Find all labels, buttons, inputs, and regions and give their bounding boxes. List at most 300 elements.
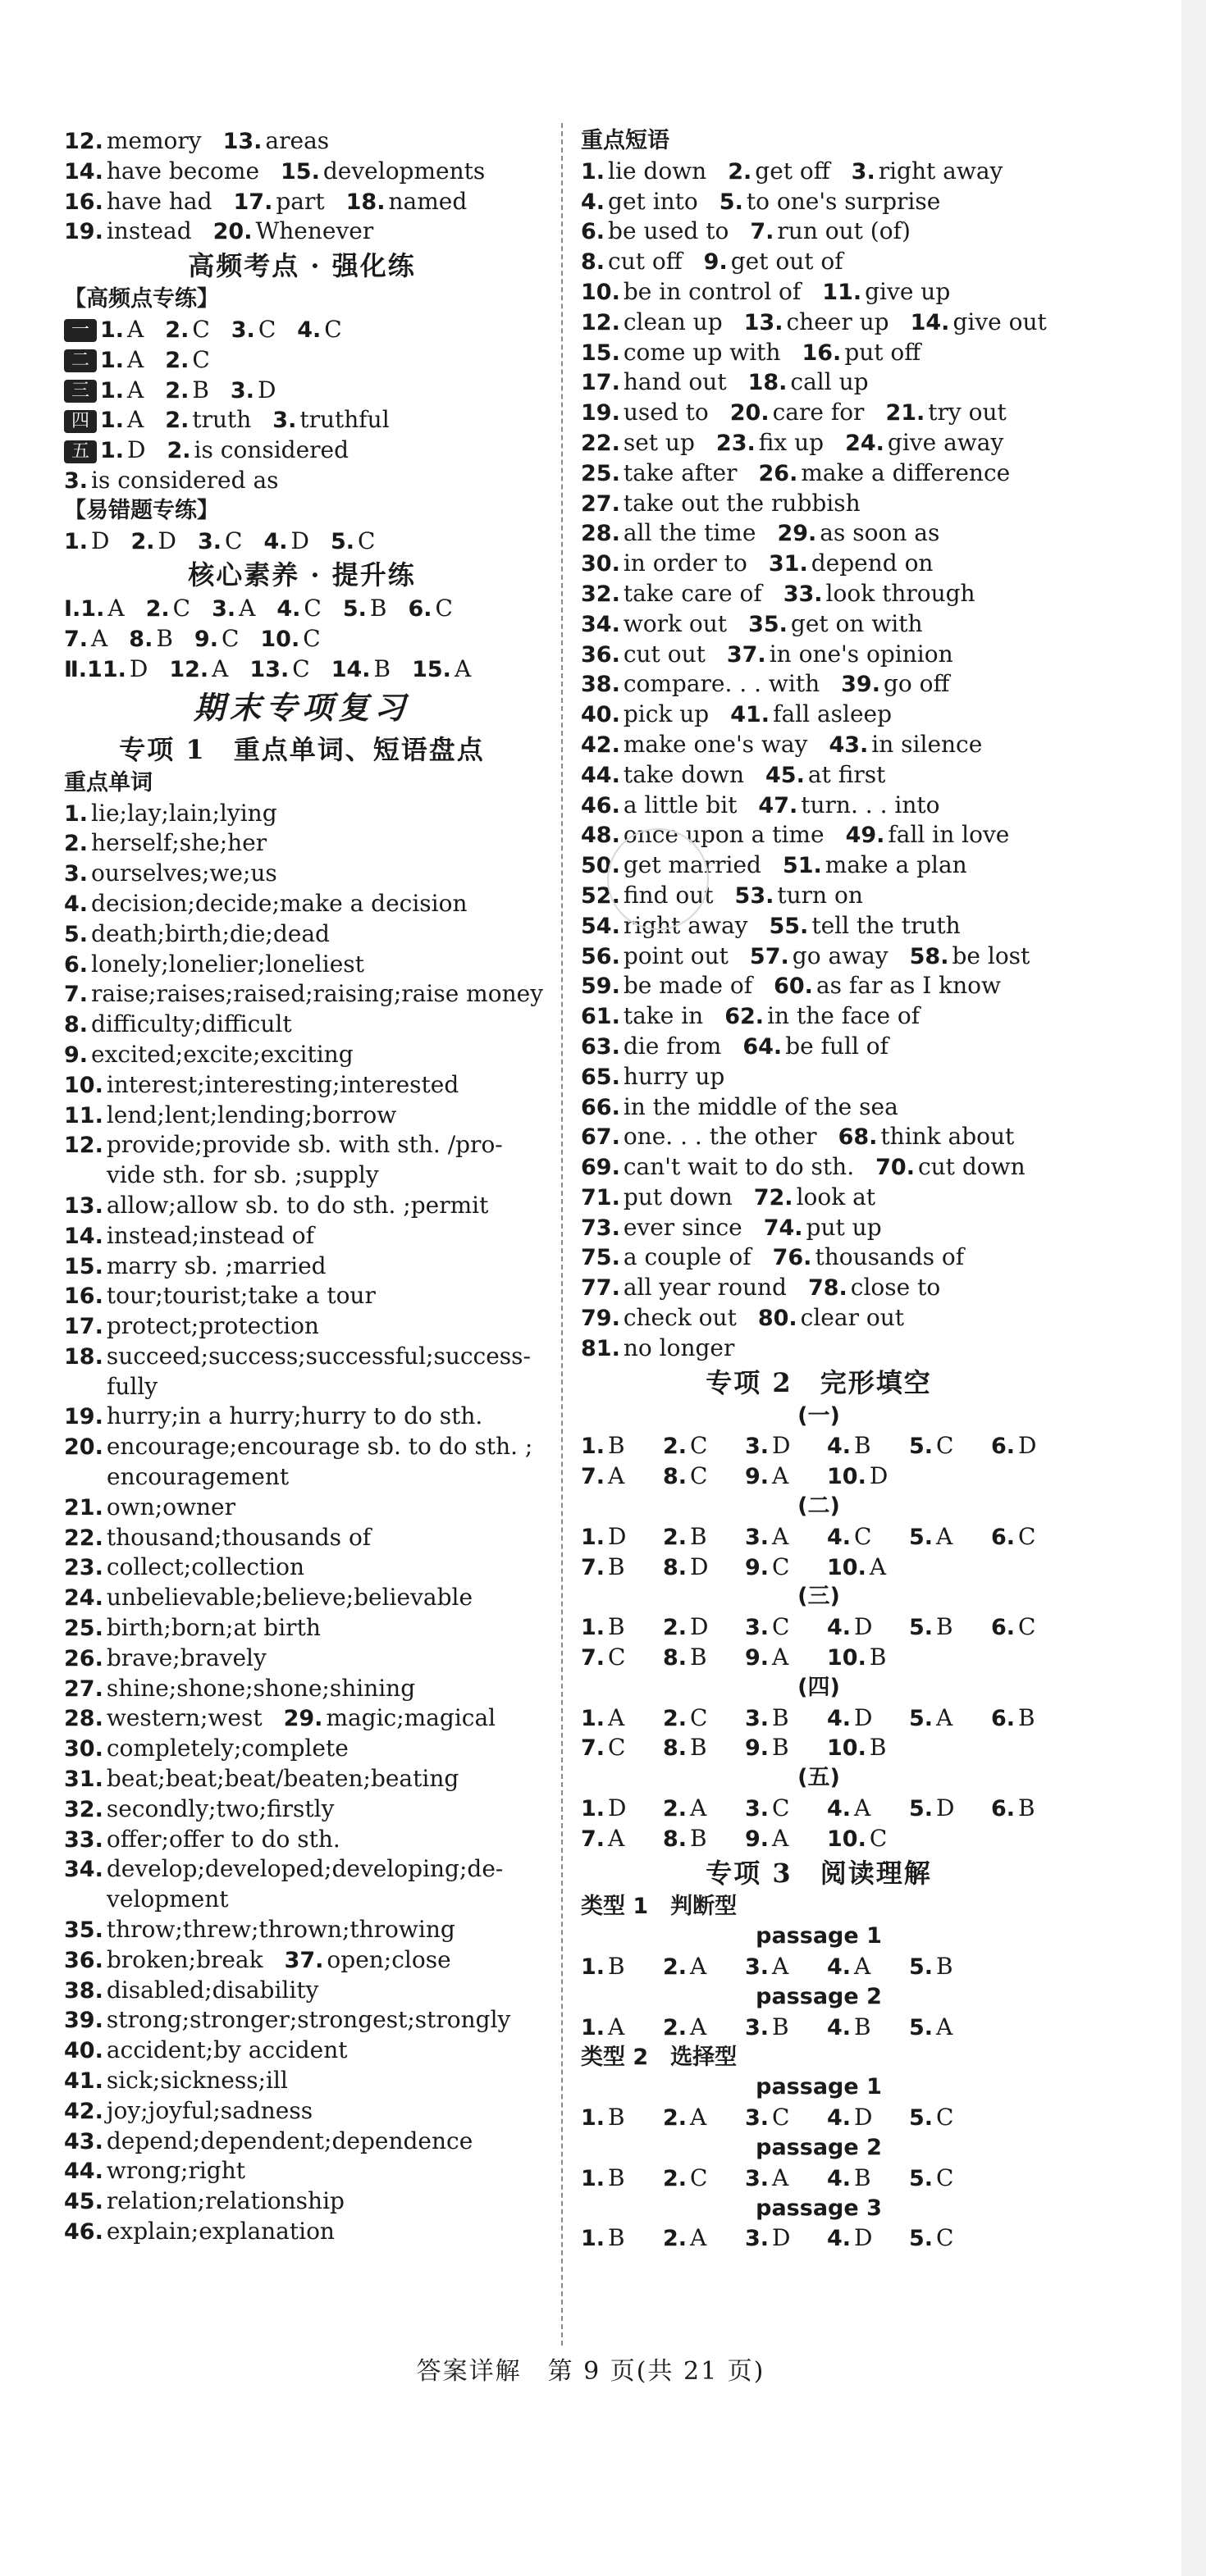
item-number: 4. [827, 1434, 852, 1460]
item-number: 9. [745, 1826, 770, 1852]
item-number: 8. [663, 1554, 688, 1580]
item-number: 10. [260, 627, 300, 653]
item-number: 5. [909, 2226, 934, 2252]
answer-item [663, 1703, 745, 1735]
item-answer: D [91, 527, 110, 554]
item-answer: clear out [800, 1304, 904, 1332]
item-answer: B [772, 2013, 789, 2040]
item-answer: take out the rubbish [623, 489, 861, 517]
item-answer: is considered as [91, 466, 279, 494]
answer-item [663, 2013, 745, 2044]
answer-line [581, 157, 1057, 187]
item-answer: take down [623, 760, 745, 788]
item-number: 17. [64, 1314, 103, 1340]
item-number: 12. [581, 309, 620, 335]
answer-item [774, 971, 1001, 1002]
answer-item [167, 435, 349, 467]
item-answer: A [608, 1462, 625, 1490]
item-number: Ⅰ.1. [64, 596, 105, 622]
answer-item [750, 217, 911, 248]
item-number: 20. [729, 400, 770, 426]
item-number: 33. [64, 1826, 103, 1853]
item-answer: B [869, 1734, 887, 1762]
page-footer: 答案详解 第 9 页(共 21 页) [416, 2357, 765, 2386]
item-number: 72. [753, 1184, 793, 1210]
item-answer: C [358, 527, 376, 554]
item-answer: in order to [623, 549, 747, 577]
item-number: 41. [730, 702, 770, 728]
answer-line [581, 187, 1057, 217]
answer-item [249, 654, 309, 686]
item-number: 24. [845, 430, 884, 456]
item-number: 65. [581, 1064, 620, 1090]
item-answer: in the middle of the sea [623, 1092, 898, 1120]
item-number: 5. [909, 1434, 934, 1460]
answer-item [727, 640, 953, 671]
item-number: 27. [64, 1676, 103, 1702]
answer-line [581, 640, 1057, 670]
answer-item [64, 1734, 349, 1765]
item-number: 79. [581, 1306, 620, 1332]
item-number: 4. [827, 1796, 852, 1822]
answer-line [64, 1342, 540, 1372]
item-answer: thousand;thousands of [106, 1523, 372, 1551]
item-number: 59. [581, 973, 620, 1000]
answer-line [581, 458, 1057, 489]
answer-line [64, 157, 540, 187]
answer-row [581, 1794, 1057, 1824]
answer-item [131, 527, 177, 558]
continuation-line: encouragement [107, 1463, 290, 1491]
answer-line [64, 1794, 540, 1825]
answer-item [852, 157, 1003, 188]
item-answer: call up [790, 368, 869, 396]
item-answer: take after [623, 458, 738, 486]
item-answer: hurry up [623, 1062, 725, 1090]
answer-item [64, 1854, 503, 1885]
item-answer: B [690, 1824, 707, 1852]
answer-row [581, 1643, 1057, 1673]
answer-item [64, 2156, 245, 2187]
item-number: 2. [145, 596, 170, 622]
answer-item [581, 489, 861, 520]
item-number: 36. [581, 641, 620, 668]
item-answer: C [172, 595, 191, 622]
answer-item [745, 1952, 827, 1983]
item-answer: have had [106, 187, 212, 215]
answer-line [64, 1674, 540, 1704]
answer-item [64, 1070, 459, 1101]
answer-item [663, 1522, 745, 1553]
item-number: 2. [663, 1524, 688, 1550]
item-number: 8. [663, 1735, 688, 1762]
item-number: 3. [745, 2226, 770, 2252]
answer-item [64, 1130, 503, 1161]
item-answer: take in [623, 1002, 704, 1030]
item-answer: cheer up [786, 308, 889, 335]
answer-line [581, 1152, 1057, 1183]
answer-row [581, 1431, 1057, 1461]
item-answer: interest;interesting;interested [106, 1070, 459, 1098]
answer-item [64, 157, 259, 188]
answer-item [260, 624, 320, 655]
item-answer: make a plan [825, 851, 967, 879]
answer-item [165, 315, 209, 346]
answer-line [64, 126, 540, 157]
item-answer: C [690, 2163, 708, 2191]
answer-item [827, 2103, 909, 2134]
item-answer: C [869, 1824, 888, 1852]
answer-line [64, 1945, 540, 1976]
item-number: 24. [64, 1585, 103, 1612]
item-answer: B [869, 1644, 887, 1671]
item-number: 5. [909, 1524, 934, 1550]
answer-item [724, 1001, 920, 1033]
item-answer: B [608, 1552, 625, 1580]
answer-item [64, 1915, 455, 1946]
item-answer: A [690, 1953, 707, 1981]
answer-line [64, 1130, 540, 1160]
item-answer: put down [623, 1183, 733, 1210]
item-number: 3. [272, 408, 297, 434]
answer-row [581, 1461, 1057, 1492]
continuation-line: fully [107, 1372, 158, 1400]
answer-item [129, 624, 173, 655]
answer-item [64, 2217, 335, 2248]
answer-line [64, 919, 540, 950]
item-answer: D [290, 527, 309, 554]
item-number: 1. [581, 2105, 605, 2131]
answer-item [827, 1824, 909, 1855]
item-answer: C [192, 345, 210, 373]
item-number: 43. [64, 2128, 103, 2154]
answer-item [581, 1612, 663, 1644]
answer-item [213, 217, 374, 248]
answer-line [581, 1092, 1057, 1123]
item-answer: B [936, 1953, 953, 1981]
item-number: 6. [991, 1434, 1016, 1460]
answer-line [581, 971, 1057, 1001]
item-answer: in silence [871, 730, 983, 758]
answer-item [829, 730, 982, 761]
item-number: 7. [64, 627, 89, 653]
answer-line [64, 405, 540, 435]
answer-item [64, 1493, 235, 1524]
answer-item [719, 187, 940, 218]
answer-item [802, 338, 920, 369]
answer-item [64, 594, 125, 625]
answer-item [764, 1213, 882, 1244]
item-answer: named [388, 187, 468, 215]
item-answer: A [869, 1552, 887, 1580]
item-answer: fall asleep [773, 700, 893, 728]
item-number: 75. [581, 1245, 620, 1271]
item-answer: in one's opinion [769, 640, 953, 668]
item-number: 17. [233, 189, 273, 215]
answer-item [745, 2013, 827, 2044]
answer-item [64, 126, 202, 157]
item-answer: shine;shone;shone;shining [106, 1674, 416, 1702]
item-number: 5. [719, 189, 743, 215]
item-number: 7. [581, 1554, 605, 1580]
answer-line [64, 1101, 540, 1131]
item-answer: A [936, 1703, 953, 1731]
item-number: 8. [581, 249, 605, 276]
answer-item [750, 941, 889, 973]
answer-item [64, 950, 364, 981]
item-answer: be lost [952, 941, 1030, 969]
item-answer: hand out [623, 368, 727, 396]
answer-item [827, 2223, 909, 2255]
answer-line [64, 1613, 540, 1644]
item-number: 3. [851, 158, 875, 185]
item-answer: B [1018, 1703, 1035, 1731]
item-answer: work out [623, 609, 728, 637]
item-number: 37. [284, 1947, 324, 1973]
answer-line [581, 1273, 1057, 1303]
subheading: 类型 1 判断型 [581, 1893, 738, 1919]
item-answer: A [772, 1522, 789, 1550]
answer-item [759, 458, 1011, 490]
item-number: 4. [827, 2105, 852, 2131]
item-number: 28. [581, 521, 620, 547]
answer-item [663, 1794, 745, 1825]
answer-item [64, 1191, 488, 1222]
answer-item [64, 1101, 396, 1132]
item-answer: relation;relationship [106, 2187, 345, 2215]
item-answer: throw;threw;thrown;throwing [106, 1916, 455, 1944]
item-number: 1. [581, 1524, 605, 1550]
item-number: 4. [827, 1524, 852, 1550]
answer-item [165, 376, 209, 407]
answer-line [64, 828, 540, 859]
item-number: 5. [909, 2014, 934, 2040]
continuation-line: velopment [107, 1885, 229, 1913]
item-number: 46. [64, 2219, 103, 2245]
answer-item [581, 640, 706, 671]
answer-line [581, 518, 1057, 549]
answer-row [581, 1703, 1057, 1734]
answer-item [581, 1032, 721, 1063]
item-answer: B [772, 1734, 789, 1762]
item-number: 81. [581, 1335, 620, 1361]
answer-line [581, 217, 1057, 247]
item-answer: be full of [785, 1032, 889, 1060]
item-number: 66. [581, 1094, 620, 1120]
item-answer: instead [106, 217, 192, 245]
item-number: 10. [581, 279, 620, 305]
answer-line [581, 760, 1057, 791]
answer-item [581, 1062, 724, 1093]
item-number: 78. [807, 1275, 847, 1302]
section-heading: 核心素养 · 提升练 [188, 559, 416, 591]
item-answer: make a difference [801, 458, 1011, 486]
item-answer: unbelievable;believe;believable [106, 1584, 473, 1612]
item-answer: care for [772, 399, 865, 426]
answer-item [581, 1152, 854, 1183]
answer-line [581, 489, 1057, 519]
item-number: 40. [64, 2038, 103, 2064]
item-number: 12. [64, 129, 103, 154]
section-heading: 专项 3 阅读理解 [706, 1857, 932, 1889]
item-answer: A [127, 406, 144, 434]
group-label: (四) [797, 1674, 840, 1700]
item-number: 7. [581, 1645, 605, 1671]
answer-item [846, 820, 1010, 851]
answer-item [745, 2223, 827, 2255]
answer-item [765, 760, 885, 791]
item-number: 2. [64, 831, 89, 857]
item-answer: turn on [777, 881, 863, 909]
answer-item [212, 594, 255, 625]
answer-line [581, 308, 1057, 338]
item-answer: accident;by accident [106, 2036, 348, 2064]
answer-line [64, 527, 540, 557]
item-number: 74. [763, 1215, 803, 1241]
item-number: 19. [64, 1404, 103, 1430]
answer-line [64, 217, 540, 247]
answer-line [64, 1070, 540, 1101]
item-answer: ourselves;we;us [91, 859, 277, 887]
item-number: 1. [581, 1615, 605, 1641]
answer-item [827, 1952, 909, 1983]
item-number: 8. [663, 1645, 688, 1671]
answer-item [838, 1122, 1015, 1153]
answer-item [263, 527, 309, 558]
item-answer: secondly;two;firstly [106, 1794, 335, 1822]
item-number: 3. [745, 2105, 770, 2131]
answer-item [827, 2163, 909, 2195]
item-number: 38. [581, 672, 620, 698]
answer-item [909, 2103, 991, 2134]
item-answer: C [1018, 1522, 1036, 1550]
item-number: 5. [909, 1615, 934, 1641]
item-number: 4. [827, 2226, 852, 2252]
item-answer: in the face of [767, 1002, 920, 1030]
item-number: 35. [748, 611, 788, 637]
item-answer: C [221, 625, 240, 653]
answer-item [272, 405, 389, 436]
item-number: 2. [663, 2165, 688, 2191]
item-answer: completely;complete [106, 1735, 349, 1762]
answer-line [64, 594, 540, 624]
item-answer: fix up [758, 428, 825, 456]
item-answer: A [690, 2104, 707, 2131]
item-number: 18. [345, 189, 386, 215]
item-answer: instead;instead of [106, 1221, 314, 1249]
item-answer: to one's surprise [746, 187, 941, 215]
answer-item [64, 187, 212, 218]
item-number: 7. [64, 982, 89, 1008]
item-number: 3. [745, 1615, 770, 1641]
item-answer: all year round [623, 1274, 787, 1302]
item-number: 5. [909, 1796, 934, 1822]
item-number: 4. [263, 528, 288, 554]
answer-item [991, 1612, 1073, 1644]
answer-line [581, 338, 1057, 368]
item-number: 9. [745, 1645, 770, 1671]
answer-item [745, 1703, 827, 1735]
item-number: 41. [64, 2068, 103, 2095]
item-answer: pick up [623, 700, 710, 728]
item-answer: get on with [790, 609, 923, 637]
item-number: 31. [64, 1767, 103, 1793]
answer-item [991, 1431, 1073, 1462]
item-number: 33. [783, 581, 823, 607]
item-answer: C [936, 2104, 954, 2131]
item-answer: A [212, 654, 229, 682]
item-number: 76. [772, 1245, 812, 1271]
item-answer: cut out [623, 640, 706, 668]
item-number: 6. [991, 1524, 1016, 1550]
item-number: 3. [745, 1524, 770, 1550]
item-number: 39. [64, 2008, 103, 2034]
answer-line [64, 1493, 540, 1523]
item-number: 64. [742, 1033, 783, 1060]
item-number: 21. [64, 1494, 103, 1521]
item-answer: come up with [623, 338, 781, 366]
answer-item [331, 654, 391, 686]
answer-item [663, 1824, 745, 1855]
item-number: 39. [841, 672, 880, 698]
section-number-badge: 四 [64, 410, 97, 433]
item-number: 3. [64, 861, 89, 887]
answer-item [64, 1674, 415, 1705]
answer-line [581, 277, 1057, 308]
item-number: 6. [64, 951, 89, 978]
item-answer: tour;tourist;take a tour [106, 1282, 376, 1310]
item-number: 71. [581, 1184, 620, 1210]
item-answer: D [257, 376, 276, 403]
answer-item [64, 828, 267, 859]
item-number: 3. [745, 1954, 770, 1981]
answer-item [284, 1703, 496, 1735]
answer-item [285, 1945, 451, 1976]
answer-item [991, 1794, 1073, 1825]
item-number: 3. [212, 596, 236, 622]
item-number: 26. [758, 460, 798, 486]
answer-item [909, 1794, 991, 1825]
item-number: 30. [64, 1736, 103, 1762]
answer-item [581, 1703, 663, 1735]
answer-item [64, 1040, 354, 1071]
answer-item [64, 1281, 376, 1312]
item-number: 2. [165, 408, 190, 434]
item-number: 5. [64, 921, 89, 947]
answer-item [909, 2013, 991, 2044]
answer-item [64, 799, 277, 830]
item-answer: get out of [730, 248, 843, 276]
item-number: 48. [581, 823, 620, 849]
item-number: 17. [581, 370, 620, 396]
item-answer: get into [608, 187, 698, 215]
answer-line [581, 1062, 1057, 1092]
item-answer: C [304, 595, 322, 622]
answer-item [346, 187, 468, 218]
answer-item [343, 594, 387, 625]
item-answer: protect;protection [106, 1312, 319, 1340]
answer-item [991, 1703, 1073, 1735]
item-number: 10. [827, 1826, 866, 1852]
answer-item [64, 1523, 371, 1554]
item-answer: C [772, 1613, 790, 1641]
answer-item [745, 1733, 827, 1764]
item-answer: B [192, 376, 209, 403]
item-answer: memory [106, 127, 202, 154]
answer-item [64, 979, 543, 1010]
item-answer: A [772, 1953, 789, 1981]
item-number: 2. [663, 1615, 688, 1641]
